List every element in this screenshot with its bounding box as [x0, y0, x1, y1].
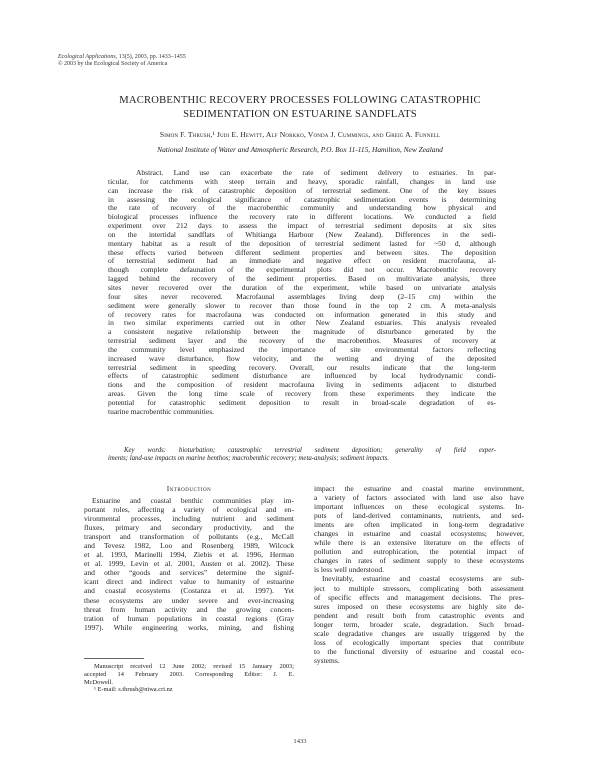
- abstract-line: areas. Given the long time scale of recovery from these experiments they indicate the: [108, 390, 496, 399]
- abstract-line: experiment over 212 days to assess the impact of terrestrial sediment deposits at six sites: [108, 222, 496, 231]
- footnotes-line: ¹ E-mail: s.thrush@niwa.cri.nz: [94, 686, 173, 694]
- leftcol-line: Estuarine and coastal benthic communities play im-: [92, 496, 294, 505]
- rightcol-line: longer term, broader scale, degradation. Such broad-: [314, 619, 524, 629]
- abstract-line: though complete defaunation of the experimental plots did not occur. Macrobenthic recovery: [108, 266, 496, 275]
- abstract-line: effects of catastrophic sediment disturbance are influenced by local hydrodynamic condi-: [108, 372, 496, 381]
- abstract-line: these effects varied between different sediment properties and between sites. The deposition: [108, 248, 496, 257]
- leftcol-line: portant roles, affecting a variety of ecological and en-: [84, 505, 294, 515]
- abstract-line: on the intertidal sandflats of Whitianga Harbour (New Zealand). Differences in the sedi-: [108, 230, 496, 239]
- rightcol-line: a variety of factors associated with land use also have: [314, 493, 524, 503]
- leftcol-line: and Tevesz 1982, Loo and Rosenberg 1989, Wilcock: [84, 541, 294, 551]
- rightcol-line: scale degradative changes are usually triggered by the: [314, 628, 524, 638]
- abstract-line: sites never recovered over the duration of the experiment, while based on univariate analysis: [108, 283, 496, 292]
- leftcol-line: et al. 1993, Marinelli 1994, Ziebis et al. 1996, Herman: [84, 550, 294, 560]
- rightcol-line: sures imposed on these ecosystems are highly site de-: [314, 601, 524, 611]
- rightcol-line: changes in rates of sediment supply to these ecosystems: [314, 556, 524, 566]
- rightcol-line: important influences on these ecological systems. In-: [314, 502, 524, 512]
- abstract-line: can increase the risk of catastrophic deposition of terrestrial sediment. One of the key issues: [108, 186, 496, 195]
- leftcol-line: and coastal ecosystems (Costanza et al. 1997). Yet: [84, 586, 294, 596]
- abstract-line: of recovery rates for macrofauna was conducted on information generated in this study and: [108, 310, 496, 319]
- rightcol-line: is less well understood.: [314, 565, 384, 575]
- footnotes: [84, 663, 294, 694]
- abstract: [108, 169, 496, 417]
- abstract-line: sediment were generally slower to recover than those found in the top 2 cm. A meta-analysis: [108, 301, 496, 310]
- leftcol-line: tration of human populations in coastal regions (Gray: [84, 613, 294, 623]
- footnotes-line: McDowell.: [84, 678, 113, 686]
- author-affiliation: National Institute of Water and Atmospheric Research, P.O. Box 11-115, Hamilton, New Zealand: [157, 145, 443, 154]
- leftcol-line: 1997). While engineering works, mining, and fishing: [84, 622, 294, 632]
- rightcol-line: ject to multiple stressors, complicating both assessment: [314, 583, 524, 593]
- journal-header: [58, 54, 358, 69]
- leftcol-line: and other “goods and services” determine the signif-: [84, 568, 294, 578]
- keywords-line: iments; land-use impacts on marine benthos; macrobenthic recovery; meta-analysis; sediment impacts.: [108, 455, 389, 463]
- abstract-line: potential for catastrophic sediment deposition to result in broad-scale degradation of es-: [108, 398, 496, 407]
- rightcol-line: to the functional diversity of estuarine and coastal eco-: [314, 646, 524, 656]
- page-number: 1433: [293, 738, 307, 745]
- footnotes-line: Manuscript received 12 June 2002; revised 15 January 2003;: [94, 663, 294, 670]
- journal-citation: 13(5), 2003, pp. 1433–1455: [118, 54, 186, 60]
- paper-title: [60, 94, 540, 121]
- introduction-heading: Introduction: [166, 484, 212, 493]
- title-line-1: MACROBENTHIC RECOVERY PROCESSES FOLLOWING CATASTROPHIC: [119, 95, 481, 106]
- rightcol-line: puts of land-derived contaminants, nutrients, and sed-: [314, 511, 524, 521]
- abstract-line: ticular, for catchments with steep terrain and heavy, sporadic rainfall, changes in land use: [108, 177, 496, 186]
- abstract-line: terrestrial sediment in speeding recovery. Overall, our results indicate that the long-term: [108, 363, 496, 372]
- rightcol-line: impact the estuarine and coastal marine environment,: [314, 484, 524, 493]
- author-list: Simon F. Thrush,¹ Judi E. Hewitt, Alf Norkko, Vonda J. Cummings, and Greig A. Funnell: [159, 130, 441, 139]
- abstract-line: lagged behind the recovery of the sediment properties. Based on multivariate analysis, three: [108, 275, 496, 284]
- leftcol-line: fluxes, primary and secondary productivity, and the: [84, 523, 294, 533]
- rightcol-line: iments are often implicated in long-term degradative: [314, 520, 524, 530]
- title-line-2: SEDIMENTATION ON ESTUARINE SANDFLATS: [183, 108, 417, 120]
- abstract-line: terrestrial sediment layer and the recovery of the macrobenthos. Measures of recovery at: [108, 337, 496, 346]
- abstract-line: the rate of recovery of the macrobenthic community and understanding how physical and: [108, 204, 496, 213]
- abstract-line: four sites never recovered. Macrofaunal assemblages living deep (2–15 cm) within the: [108, 292, 496, 301]
- journal-name: Ecological Applications,: [58, 54, 118, 60]
- rightcol-line: pendent and result both from catastrophic events and: [314, 610, 524, 620]
- leftcol-line: icant direct and indirect value to humanity of estuarine: [84, 577, 294, 587]
- leftcol-line: et al. 1999, Levin et al. 2001, Austen et al. 2002). These: [84, 559, 294, 569]
- leftcol-line: threat from human activity and the growing concen-: [84, 604, 294, 614]
- abstract-line: mentary habitat as a result of the deposition of terrestrial sediment lasted for ~50 d, although: [108, 239, 496, 248]
- abstract-line: increased wave disturbance, flow velocity, and the wetting and drying of the deposited: [108, 354, 496, 363]
- rightcol-line: Inevitably, estuarine and coastal ecosystems are sub-: [322, 574, 524, 584]
- left-column-text: [84, 496, 294, 632]
- abstract-line: in assessing the ecological significance of catastrophic sedimentation events is determining: [108, 195, 496, 204]
- abstract-line: the community level emphasized the importance of site environmental factors reflecting: [108, 345, 496, 354]
- abstract-line: tuarine macrobenthic communities.: [108, 407, 215, 416]
- leftcol-line: transport and transformation of pollutants (e.g., McCall: [84, 532, 294, 542]
- abstract-line: Abstract. Land use can exacerbate the rate of sediment delivery to estuaries. In par-: [136, 169, 496, 177]
- rightcol-line: pollution and eutrophication, the potential impact of: [314, 547, 524, 557]
- rightcol-line: of specific effects and management decisions. The pres-: [314, 592, 524, 602]
- abstract-line: biological processes influence the recovery rate in different locations. We conducted a field: [108, 213, 496, 222]
- right-column-text: [314, 484, 524, 665]
- footnote-divider: [84, 658, 144, 659]
- leftcol-line: these ecosystems are under severe and ever-increasing: [84, 595, 294, 605]
- keywords-line: Key words: bioturbation; catastrophic terrestrial sediment deposition; generality of field exper-: [124, 447, 496, 454]
- abstract-line: a consistent negative relationship between the magnitude of disturbance generated by the: [108, 328, 496, 337]
- abstract-line: of terrestrial sediment had an immediate and negative effect on resident macrofauna, al-: [108, 257, 496, 266]
- leftcol-line: vironmental processes, including nutrient and sediment: [84, 514, 294, 524]
- rightcol-line: loss of ecologically important species that contribute: [314, 637, 524, 647]
- rightcol-line: while there is an extensive literature on the effects of: [314, 538, 524, 548]
- rightcol-line: systems.: [314, 655, 340, 665]
- abstract-line: in two similar experiments carried out in other New Zealand estuaries. This analysis revealed: [108, 319, 496, 328]
- journal-copyright: © 2003 by the Ecological Society of America: [58, 61, 168, 68]
- rightcol-line: changes in estuarine and coastal ecosystems; however,: [314, 529, 524, 539]
- keywords: [108, 447, 496, 464]
- footnotes-line: accepted 14 February 2003. Corresponding Editor: J. E.: [84, 670, 294, 678]
- abstract-line: tions and the composition of resident macrofauna living in sediments adjacent to disturbed: [108, 381, 496, 390]
